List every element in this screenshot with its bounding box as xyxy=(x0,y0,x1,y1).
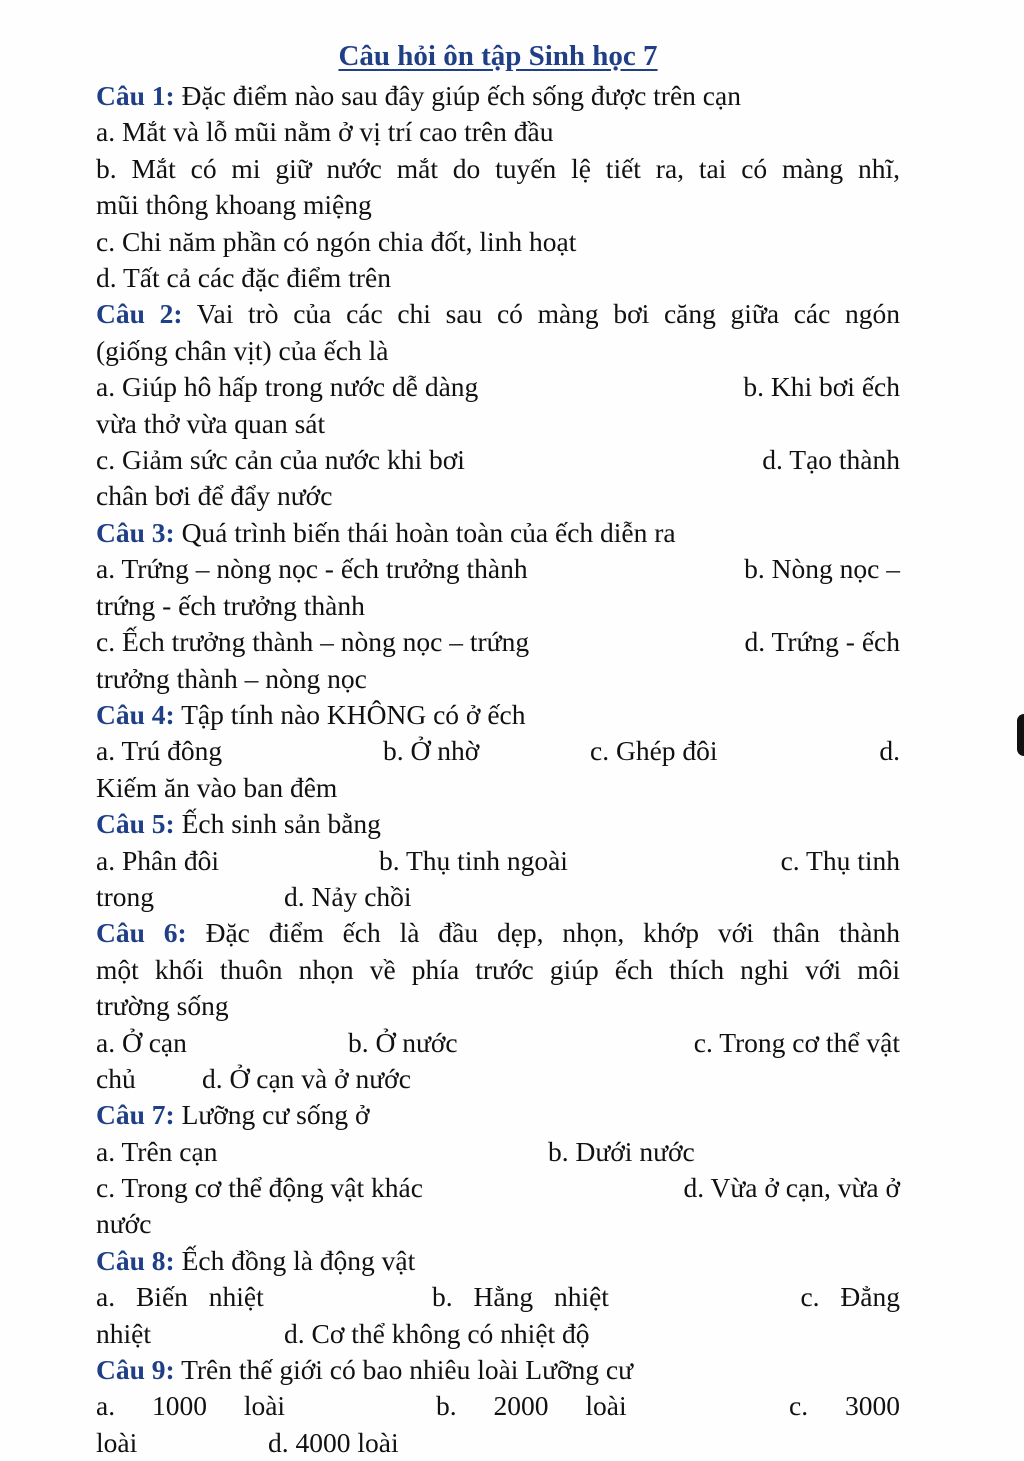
question-label: Câu 8: xyxy=(96,1244,175,1276)
question-text: Ếch sinh sản bằng xyxy=(174,808,381,840)
option-a: a. Phân đôi xyxy=(96,844,219,876)
question-text: Vai trò của các chi sau có màng bơi căng giữa các ngón xyxy=(182,298,901,330)
question-text-continued: một khối thuôn nhọn về phía trước giúp ếch thích nghi với môi xyxy=(96,953,900,985)
question-1 xyxy=(96,78,900,296)
option-b-continued: vừa thở vừa quan sát xyxy=(96,407,326,439)
option-b: b. Thụ tinh ngoài xyxy=(379,844,568,876)
option-d: d. xyxy=(879,735,900,767)
option-d: d. Tất cả các đặc điểm trên xyxy=(96,262,391,294)
option-c: c. 3000 xyxy=(789,1390,900,1422)
option-b-continued: trứng - ếch trưởng thành xyxy=(96,589,365,621)
option-c-continued: nhiệt xyxy=(96,1317,151,1349)
question-label: Câu 6: xyxy=(96,917,187,949)
option-c: c. Giảm sức cản của nước khi bơi xyxy=(96,444,465,476)
option-d: d. Trứng - ếch xyxy=(744,626,900,658)
option-b-continued: mũi thông khoang miệng xyxy=(96,189,372,221)
question-7 xyxy=(96,1097,900,1243)
option-d-continued: chân bơi để đẩy nước xyxy=(96,480,333,512)
option-c: c. Đẳng xyxy=(800,1281,900,1313)
option-c: c. Chi năm phần có ngón chia đốt, linh hoạt xyxy=(96,225,577,257)
edge-shadow-mark xyxy=(1017,714,1024,756)
option-b: b. Ở nước xyxy=(348,1026,458,1058)
option-b: b. Dưới nước xyxy=(548,1135,695,1167)
question-label: Câu 4: xyxy=(96,698,175,730)
page-title: Câu hỏi ôn tập Sinh học 7 xyxy=(338,40,658,72)
option-b: b. Mắt có mi giữ nước mắt do tuyến lệ tiết ra, tai có màng nhĩ, xyxy=(96,152,900,184)
option-c: c. Ghép đôi xyxy=(590,735,718,767)
option-b: b. Ở nhờ xyxy=(383,735,480,767)
question-text: Đặc điểm nào sau đây giúp ếch sống được trên cạn xyxy=(174,80,741,111)
question-9 xyxy=(96,1352,900,1461)
question-text: Tập tính nào KHÔNG có ở ếch xyxy=(174,698,526,730)
option-d: d. Cơ thể không có nhiệt độ xyxy=(284,1317,590,1349)
option-a: a. 1000 loài xyxy=(96,1390,286,1422)
option-d-continued: Kiếm ăn vào ban đêm xyxy=(96,771,338,803)
question-label: Câu 5: xyxy=(96,808,175,840)
question-label: Câu 9: xyxy=(96,1354,175,1386)
question-8 xyxy=(96,1243,900,1352)
question-text: Lưỡng cư sống ở xyxy=(174,1099,370,1131)
question-text: Quá trình biến thái hoàn toàn của ếch diễn ra xyxy=(174,516,676,548)
question-text-continued: (giống chân vịt) của ếch là xyxy=(96,334,389,366)
option-c: c. Trong cơ thể động vật khác xyxy=(96,1172,423,1204)
question-3 xyxy=(96,515,900,697)
option-c-continued: trong xyxy=(96,880,155,912)
option-d: d. 4000 loài xyxy=(268,1426,399,1458)
question-label: Câu 7: xyxy=(96,1099,175,1131)
option-d-continued: trưởng thành – nòng nọc xyxy=(96,662,367,694)
option-d: d. Nảy chồi xyxy=(284,880,412,912)
option-c-continued: chủ xyxy=(96,1062,136,1094)
question-text: Ếch đồng là động vật xyxy=(174,1244,416,1276)
option-a: a. Biến nhiệt xyxy=(96,1281,264,1313)
option-d: d. Ở cạn và ở nước xyxy=(202,1062,411,1094)
option-d: d. Vừa ở cạn, vừa ở xyxy=(683,1172,900,1204)
question-text: Đặc điểm ếch là đầu dẹp, nhọn, khớp với thân thành xyxy=(186,917,900,949)
question-6 xyxy=(96,915,900,1097)
question-5 xyxy=(96,806,900,915)
option-a: a. Giúp hô hấp trong nước dễ dàng xyxy=(96,371,479,403)
question-text: Trên thế giới có bao nhiêu loài Lưỡng cư xyxy=(174,1354,634,1386)
worksheet xyxy=(96,34,900,1461)
option-a: a. Trứng – nòng nọc - ếch trưởng thành xyxy=(96,553,528,585)
option-b: b. Khi bơi ếch xyxy=(743,371,900,403)
option-a: a. Mắt và lỗ mũi nằm ở vị trí cao trên đầu xyxy=(96,116,554,148)
option-c-continued: loài xyxy=(96,1426,138,1458)
option-b: b. Hằng nhiệt xyxy=(432,1281,609,1313)
option-b: b. Nòng nọc – xyxy=(744,553,900,585)
question-text-continued-2: trường sống xyxy=(96,990,229,1022)
question-4 xyxy=(96,697,900,806)
question-label: Câu 3: xyxy=(96,516,175,548)
option-a: a. Trú đông xyxy=(96,735,223,767)
option-a: a. Ở cạn xyxy=(96,1026,187,1058)
question-label: Câu 2: xyxy=(96,298,183,330)
option-d: d. Tạo thành xyxy=(762,444,900,476)
option-a: a. Trên cạn xyxy=(96,1135,218,1167)
question-label: Câu 1: xyxy=(96,80,175,111)
option-c: c. Ếch trưởng thành – nòng nọc – trứng xyxy=(96,626,530,658)
question-2 xyxy=(96,296,900,514)
option-c: c. Thụ tinh xyxy=(780,844,900,876)
option-d-continued: nước xyxy=(96,1208,152,1240)
option-b: b. 2000 loài xyxy=(436,1390,627,1422)
option-c: c. Trong cơ thể vật xyxy=(693,1026,900,1058)
